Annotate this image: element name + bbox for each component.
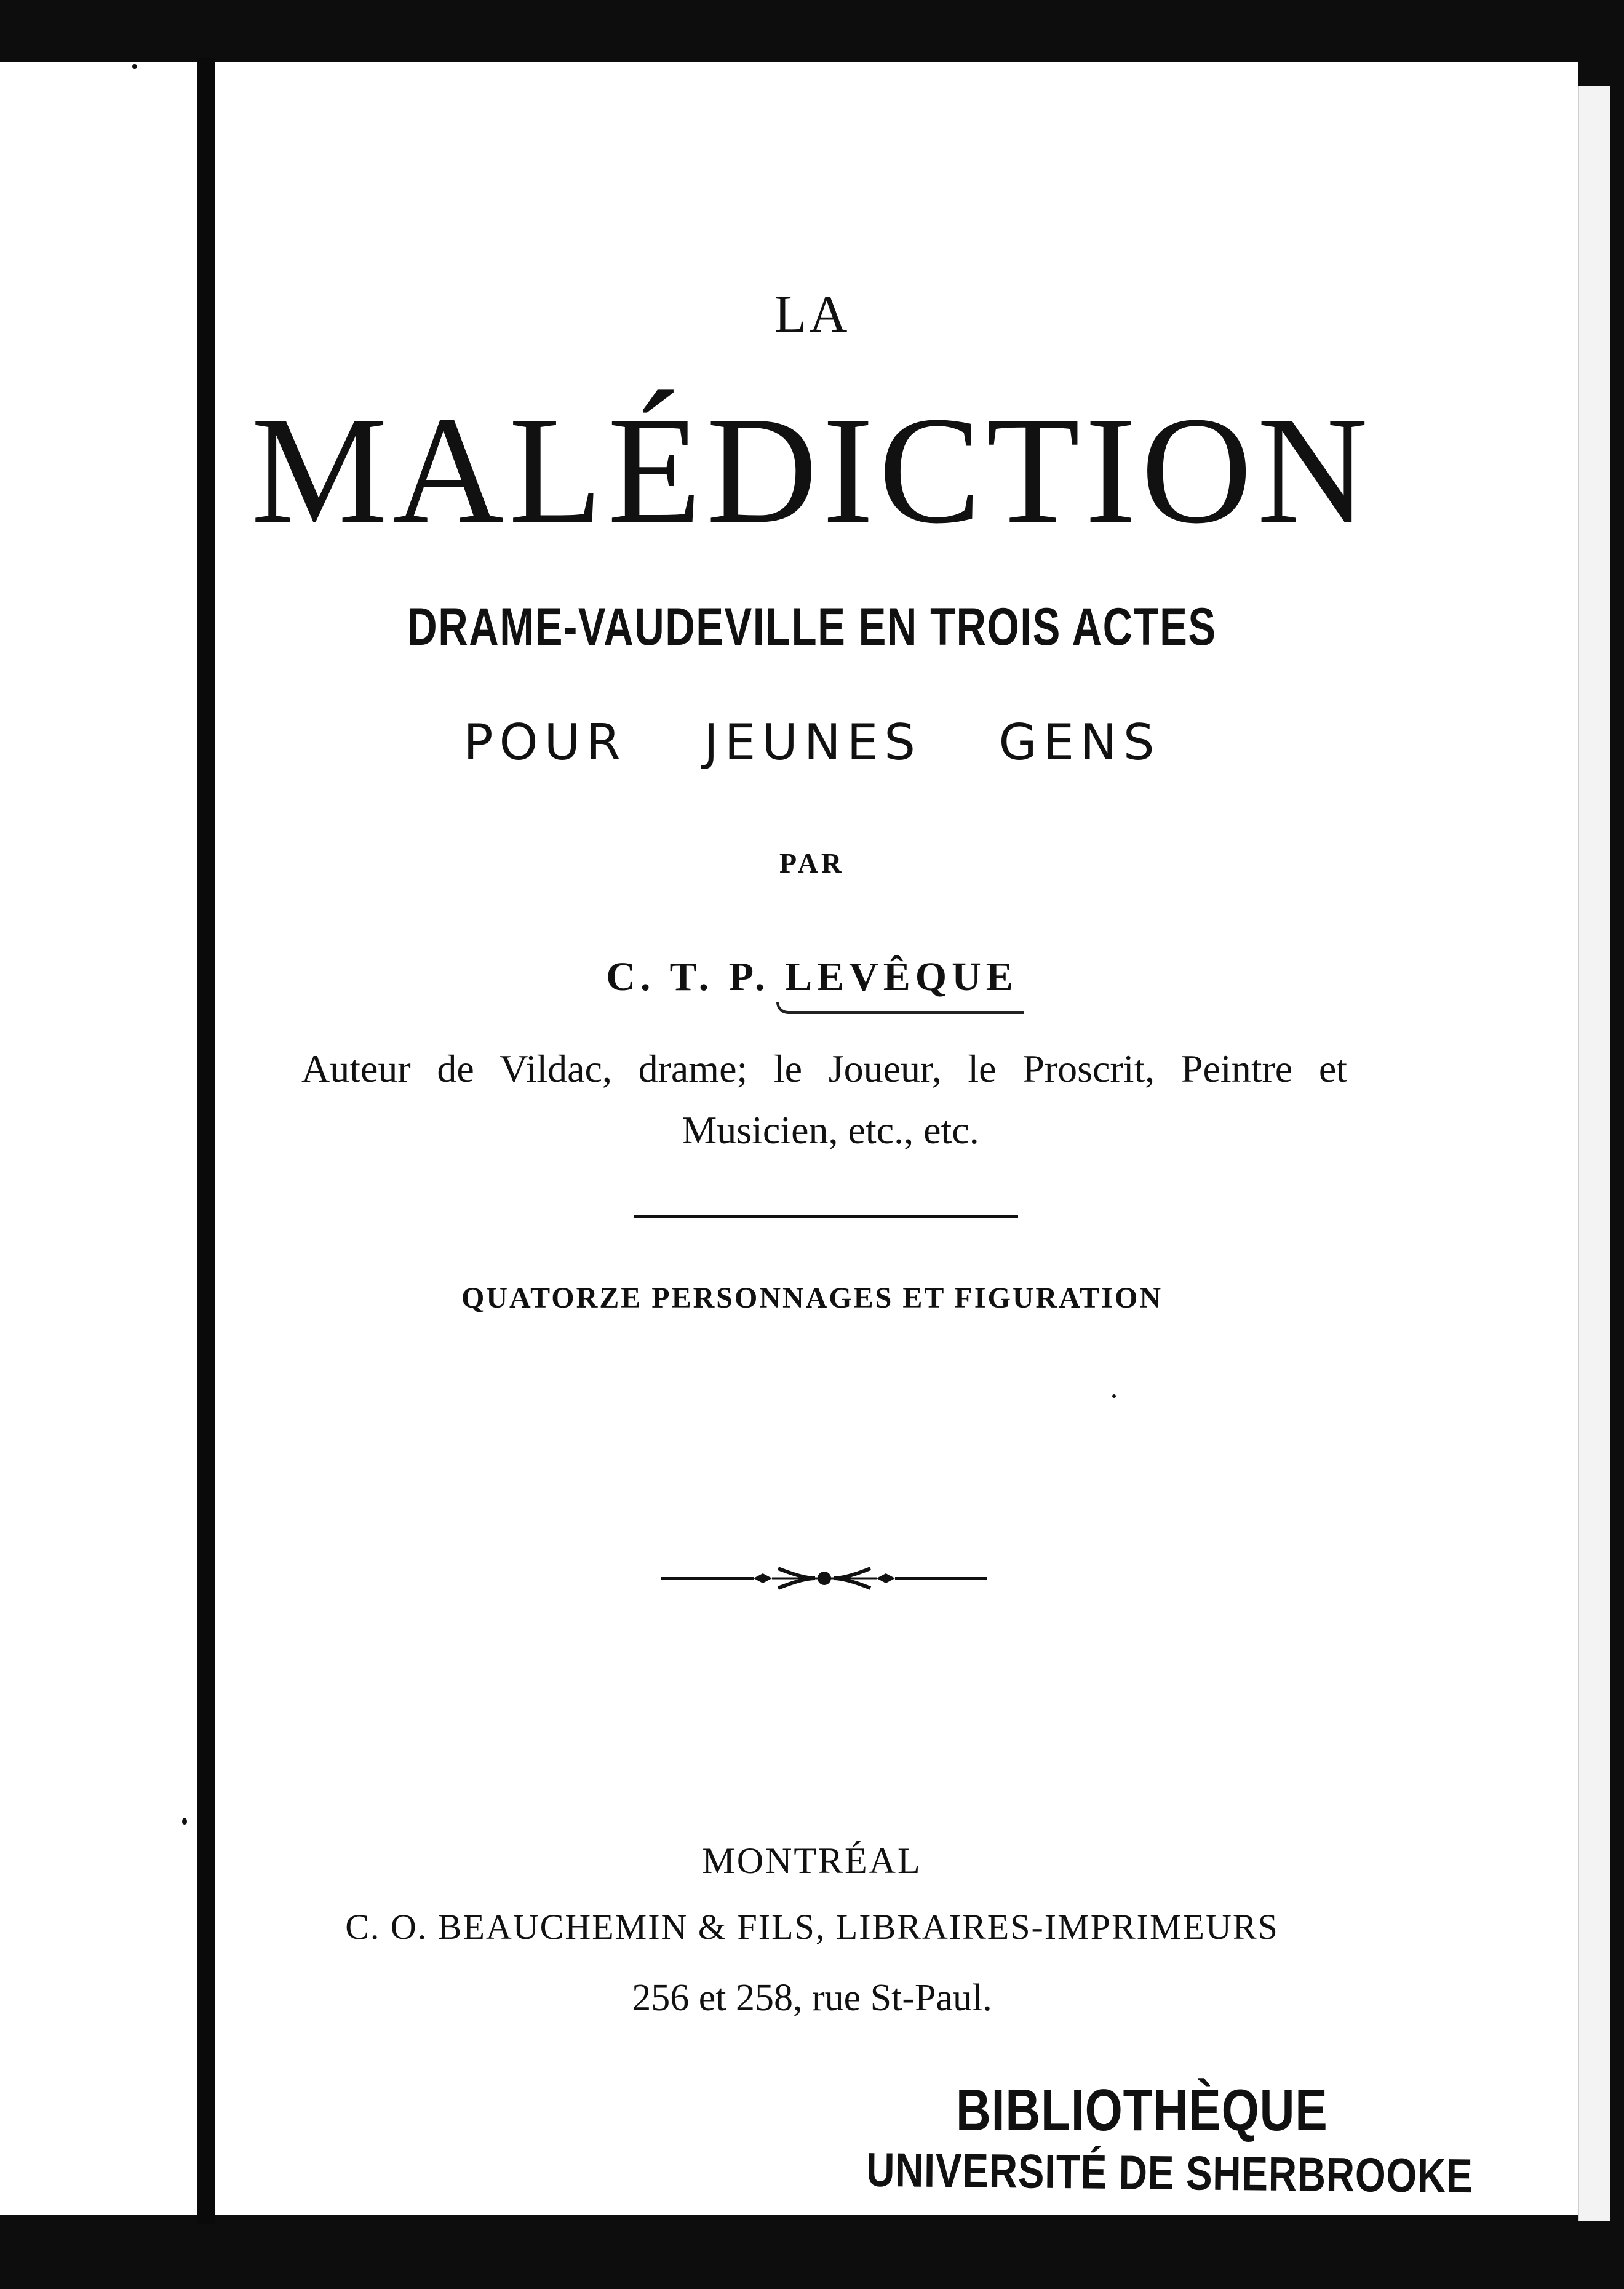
imprint-city: MONTRÉAL xyxy=(702,1840,922,1881)
book-subtitle: DRAME-VAUDEVILLE EN TROIS ACTES xyxy=(407,597,1217,657)
by-line: PAR xyxy=(779,847,845,879)
audience-line: POUR JEUNES GENS xyxy=(463,714,1161,771)
imprint-address: 256 et 258, rue St-Paul. xyxy=(632,1977,992,2019)
author-surname: LEVÊQUE xyxy=(785,954,1018,999)
cast-note: QUATORZE PERSONNAGES ET FIGURATION xyxy=(461,1282,1163,1314)
ink-speck xyxy=(1112,1394,1116,1398)
author-name xyxy=(0,954,1624,1001)
ink-speck xyxy=(182,1818,187,1825)
fleuron-ornament-icon xyxy=(661,1560,987,1597)
author-initials: C. T. P. xyxy=(606,954,770,999)
credits-text-1: Auteur de Vildac, drame; le Joueur, le Proscrit, Peintre et xyxy=(301,1047,1347,1090)
ink-speck xyxy=(132,64,137,69)
author-credits-line2: Musicien, etc., etc. xyxy=(682,1108,979,1152)
library-stamp-line1: BIBLIOTHÈQUE xyxy=(956,2077,1328,2143)
handwritten-underline xyxy=(776,1002,1024,1014)
library-stamp-line2: UNIVERSITÉ DE SHERBROOKE xyxy=(866,2142,1473,2203)
title-article: LA xyxy=(774,284,850,343)
facing-page-edge xyxy=(0,62,197,2215)
author-credits-line1 xyxy=(301,1046,1347,1092)
author-surname-wrap xyxy=(785,954,1018,1001)
divider-rule xyxy=(634,1215,1018,1218)
book-title: MALÉDICTION xyxy=(251,385,1373,556)
book-spine xyxy=(197,58,215,2224)
imprint-publisher: C. O. BEAUCHEMIN & FILS, LIBRAIRES-IMPRIMEURS xyxy=(345,1907,1279,1947)
